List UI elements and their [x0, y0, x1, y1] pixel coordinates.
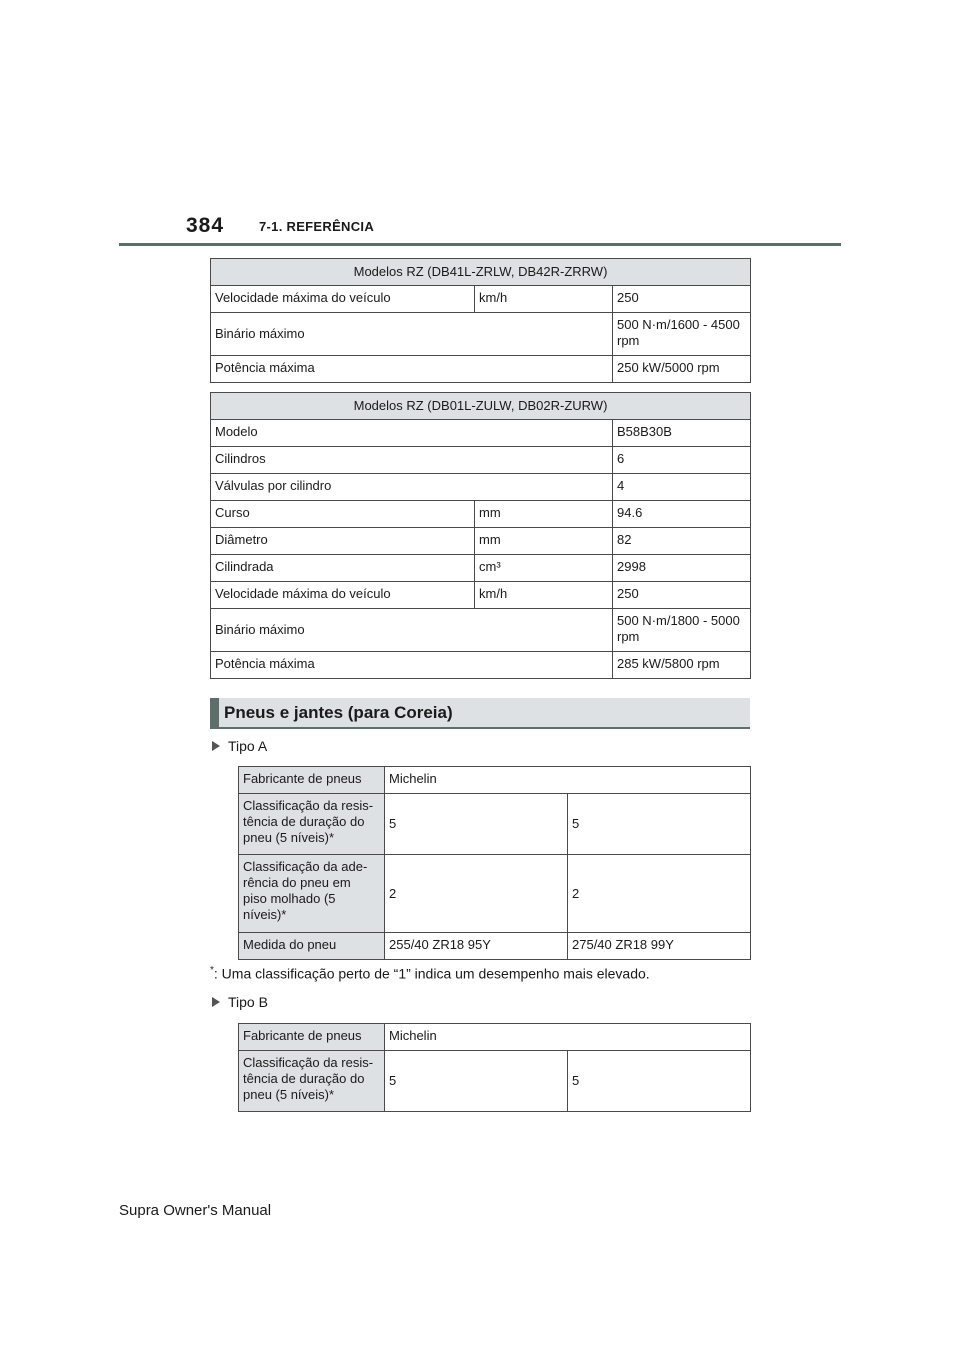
cell-label: Cilindros	[211, 447, 613, 474]
cell-label-line: níveis)*	[243, 907, 287, 922]
table-row	[211, 286, 751, 313]
table-row	[239, 767, 751, 794]
cell-value: Michelin	[385, 1024, 751, 1051]
cell-label	[239, 855, 385, 933]
table-row	[239, 933, 751, 960]
cell-label-line: pneu (5 níveis)*	[243, 1087, 335, 1102]
cell-value: 275/40 ZR18 99Y	[568, 933, 751, 960]
table-row	[239, 1051, 751, 1112]
cell-unit: mm	[475, 501, 613, 528]
cell-label: Fabricante de pneus	[239, 1024, 385, 1051]
cell-value: 5	[568, 1051, 751, 1112]
table-row	[211, 528, 751, 555]
cell-unit: cm³	[475, 555, 613, 582]
cell-label-line: rência do pneu em	[243, 875, 351, 890]
bullet-text: Tipo A	[228, 738, 268, 754]
table-row	[239, 855, 751, 933]
cell-label: Curso	[211, 501, 475, 528]
section-title-text: Pneus e jantes (para Coreia)	[224, 703, 453, 722]
cell-label: Potência máxima	[211, 652, 613, 679]
table-row	[239, 1024, 751, 1051]
cell-label: Velocidade máxima do veículo	[211, 582, 475, 609]
cell-value: 2998	[613, 555, 751, 582]
cell-value-line: 500 N·m/1600 - 4500	[617, 317, 740, 332]
table-row	[211, 582, 751, 609]
cell-label: Válvulas por cilindro	[211, 474, 613, 501]
section-title-bar	[210, 698, 219, 727]
cell-unit: mm	[475, 528, 613, 555]
triangle-bullet-icon	[212, 997, 220, 1007]
footnote	[210, 965, 650, 982]
table-rz01	[210, 392, 751, 679]
footnote-mark: *	[210, 965, 214, 976]
table-row	[211, 420, 751, 447]
cell-value: 250 kW/5000 rpm	[613, 356, 751, 383]
cell-label-line: Classificação da resis-	[243, 798, 374, 813]
cell-label	[239, 794, 385, 855]
table-row	[211, 356, 751, 383]
bullet-type-a	[212, 738, 267, 754]
cell-value-line: 500 N·m/1800 - 5000	[617, 613, 740, 628]
cell-label: Velocidade máxima do veículo	[211, 286, 475, 313]
cell-value: Michelin	[385, 767, 751, 794]
cell-label-line: tência de duração do	[243, 814, 365, 829]
cell-value: 82	[613, 528, 751, 555]
section-header: 7-1. REFERÊNCIA	[259, 219, 375, 234]
cell-value: 255/40 ZR18 95Y	[385, 933, 568, 960]
section-title	[210, 698, 750, 729]
footnote-text: : Uma classificação perto de “1” indica um desempenho mais elevado.	[213, 965, 650, 982]
cell-value: 2	[568, 855, 751, 933]
table-caption: Modelos RZ (DB01L-ZULW, DB02R-ZURW)	[211, 393, 751, 420]
bullet-type-b	[212, 994, 268, 1010]
page-number: 384	[186, 214, 225, 237]
cell-value	[613, 313, 751, 356]
cell-label: Binário máximo	[211, 609, 613, 652]
cell-value: 94.6	[613, 501, 751, 528]
cell-label: Modelo	[211, 420, 613, 447]
cell-value: 6	[613, 447, 751, 474]
cell-label-line: Classificação da resis-	[243, 1055, 374, 1070]
cell-value: 285 kW/5800 rpm	[613, 652, 751, 679]
header-rule	[119, 243, 841, 246]
cell-value: 5	[568, 794, 751, 855]
cell-label: Diâmetro	[211, 528, 475, 555]
cell-label-line: tência de duração do	[243, 1071, 365, 1086]
cell-value: 2	[385, 855, 568, 933]
table-row	[239, 794, 751, 855]
cell-value: 5	[385, 794, 568, 855]
cell-label: Cilindrada	[211, 555, 475, 582]
table-row	[211, 501, 751, 528]
cell-value: 5	[385, 1051, 568, 1112]
cell-label-line: piso molhado (5	[243, 891, 336, 906]
table-row	[211, 447, 751, 474]
table-type-b	[238, 1023, 751, 1112]
table-caption: Modelos RZ (DB41L-ZRLW, DB42R-ZRRW)	[211, 259, 751, 286]
cell-label: Binário máximo	[211, 313, 613, 356]
cell-label	[239, 1051, 385, 1112]
table-rz41	[210, 258, 751, 383]
cell-label: Potência máxima	[211, 356, 613, 383]
table-row	[211, 474, 751, 501]
cell-unit: km/h	[475, 286, 613, 313]
cell-label: Medida do pneu	[239, 933, 385, 960]
cell-label-line: Classificação da ade-	[243, 859, 368, 874]
table-row	[211, 652, 751, 679]
cell-unit: km/h	[475, 582, 613, 609]
table-row	[211, 313, 751, 356]
table-type-a	[238, 766, 751, 960]
cell-value-line: rpm	[617, 333, 640, 348]
cell-value	[613, 609, 751, 652]
cell-label: Fabricante de pneus	[239, 767, 385, 794]
table-row	[211, 609, 751, 652]
table-row	[211, 555, 751, 582]
cell-value: B58B30B	[613, 420, 751, 447]
cell-value: 4	[613, 474, 751, 501]
cell-value: 250	[613, 582, 751, 609]
footer-manual-name: Supra Owner's Manual	[119, 1202, 272, 1219]
bullet-text: Tipo B	[228, 994, 268, 1010]
cell-value: 250	[613, 286, 751, 313]
cell-value-line: rpm	[617, 629, 640, 644]
cell-label-line: pneu (5 níveis)*	[243, 830, 335, 845]
triangle-bullet-icon	[212, 741, 220, 751]
